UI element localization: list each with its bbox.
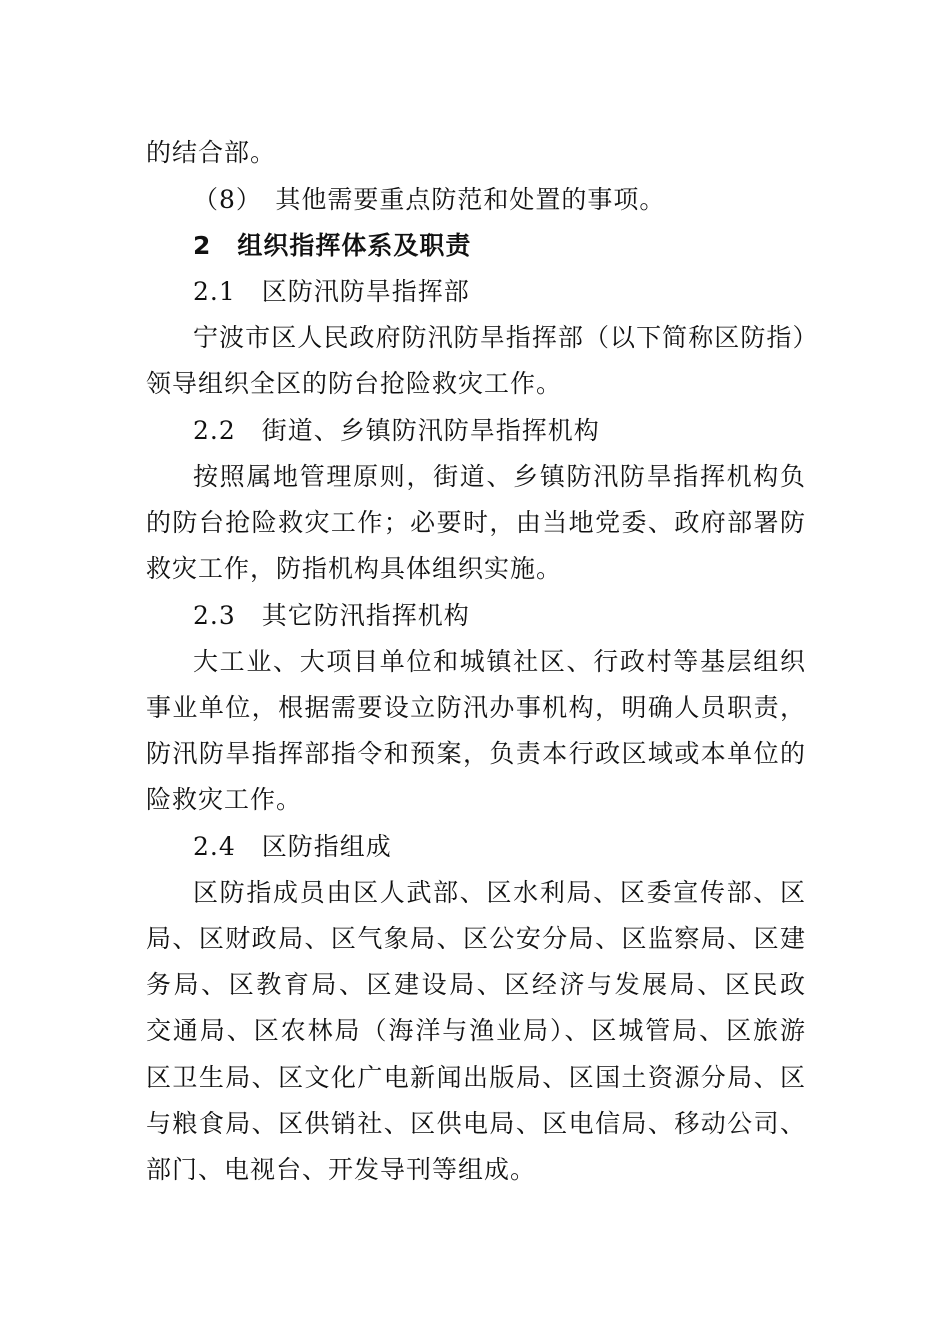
paragraph-line: 的结合部。 bbox=[146, 138, 277, 167]
paragraph-line: 救灾工作，防指机构具体组织实施。 bbox=[146, 554, 563, 583]
paragraph-line: 与粮食局、区供销社、区供电局、区电信局、移动公司、 bbox=[146, 1109, 806, 1138]
list-item-8: （8） 其他需要重点防范和处置的事项。 bbox=[193, 185, 666, 214]
paragraph-line: 宁波市区人民政府防汛防旱指挥部（以下简称区防指） bbox=[193, 323, 806, 352]
paragraph-line: 区卫生局、区文化广电新闻出版局、区国土资源分局、区 bbox=[146, 1063, 806, 1092]
subsection-heading-2-1: 2.1 区防汛防旱指挥部 bbox=[193, 277, 470, 306]
paragraph-line: 务局、区教育局、区建设局、区经济与发展局、区民政 bbox=[146, 970, 806, 999]
paragraph-line: 交通局、区农林局（海洋与渔业局）、区城管局、区旅游 bbox=[146, 1016, 806, 1045]
paragraph-line: 局、区财政局、区气象局、区公安分局、区监察局、区建 bbox=[146, 924, 806, 953]
paragraph-line: 部门、电视台、开发导刊等组成。 bbox=[146, 1155, 537, 1184]
paragraph-line: 区防指成员由区人武部、区水利局、区委宣传部、区 bbox=[193, 878, 806, 907]
subsection-heading-2-4: 2.4 区防指组成 bbox=[193, 832, 392, 861]
subsection-heading-2-3: 2.3 其它防汛指挥机构 bbox=[193, 601, 470, 630]
paragraph-line: 大工业、大项目单位和城镇社区、行政村等基层组织 bbox=[193, 647, 806, 676]
subsection-heading-2-2: 2.2 街道、乡镇防汛防旱指挥机构 bbox=[193, 416, 600, 445]
paragraph-line: 按照属地管理原则，街道、乡镇防汛防旱指挥机构负 bbox=[193, 462, 806, 491]
paragraph-line: 领导组织全区的防台抢险救灾工作。 bbox=[146, 369, 563, 398]
paragraph-line: 事业单位，根据需要设立防汛办事机构，明确人员职责， bbox=[146, 693, 806, 722]
paragraph-line: 的防台抢险救灾工作；必要时，由当地党委、政府部署防 bbox=[146, 508, 806, 537]
section-heading-2: 2 组织指挥体系及职责 bbox=[193, 231, 472, 260]
paragraph-line: 防汛防旱指挥部指令和预案，负责本行政区域或本单位的 bbox=[146, 739, 806, 768]
paragraph-line: 险救灾工作。 bbox=[146, 785, 303, 814]
